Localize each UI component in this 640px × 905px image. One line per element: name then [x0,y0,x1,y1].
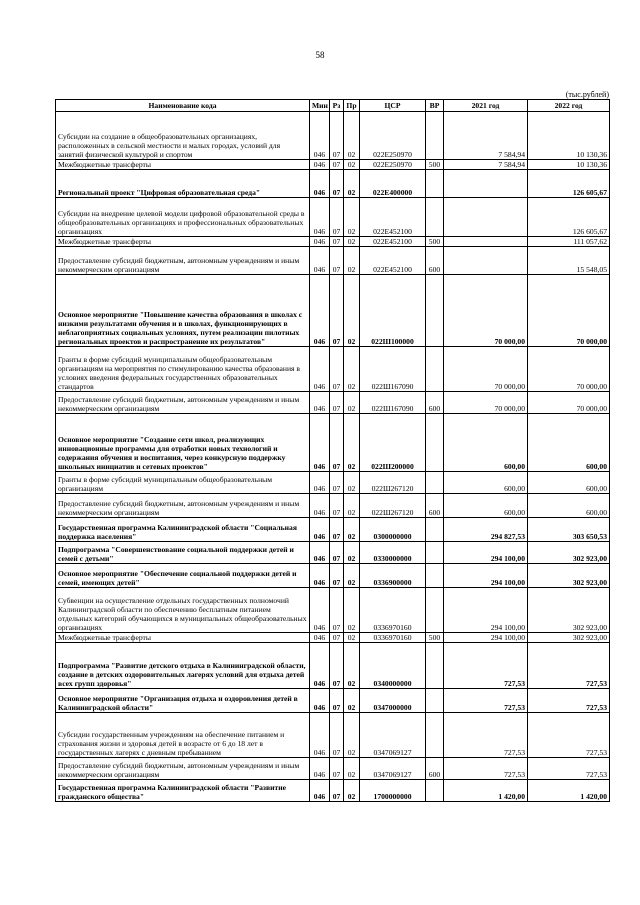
cell-csr: 0330000000 [360,542,426,564]
cell-min: 046 [310,392,330,414]
table-row [56,170,610,198]
cell-pr: 02 [344,392,360,414]
cell-2022: 10 130,36 [528,112,610,160]
cell-pr: 02 [344,633,360,643]
cell-2022: 111 057,62 [528,237,610,247]
cell-vr [426,713,444,758]
cell-csr: 022E452100 [360,237,426,247]
cell-rz: 07 [330,713,344,758]
cell-csr: 022Ш100000 [360,275,426,347]
cell-vr [426,588,444,633]
header-csr: ЦСР [360,100,426,112]
cell-vr [426,518,444,542]
cell-min: 046 [310,518,330,542]
cell-vr [426,275,444,347]
table-row [56,198,610,237]
header-rz: Рз [330,100,344,112]
cell-name: Межбюджетные трансферты [56,633,310,643]
cell-rz: 07 [330,472,344,494]
cell-min: 046 [310,247,330,275]
cell-pr: 02 [344,160,360,170]
cell-name: Основное мероприятие "Обеспечение социальной поддержки детей и семей, имеющих детей" [56,564,310,588]
header-2022: 2022 год [528,100,610,112]
cell-pr: 02 [344,588,360,633]
cell-name: Предоставление субсидий бюджетным, автономным учреждениям и иным некоммерческим организациям [56,758,310,780]
table-row [56,237,610,247]
cell-name: Субсидии на создание в общеобразовательных организациях, расположенных в сельской местности и малых городах, условий для занятий физической культурой и спортом [56,112,310,160]
cell-pr: 02 [344,275,360,347]
cell-name: Гранты в форме субсидий муниципальным общеобразовательным организациям [56,472,310,494]
table-row [56,588,610,633]
table-header-row [56,100,610,112]
cell-2021: 7 584,94 [444,160,528,170]
cell-csr: 022Ш167090 [360,347,426,392]
table-row [56,414,610,472]
cell-vr [426,112,444,160]
cell-min: 046 [310,160,330,170]
cell-min: 046 [310,588,330,633]
cell-name: Подпрограмма "Совершенствование социальной поддержки детей и семей с детьми" [56,542,310,564]
cell-2021 [444,170,528,198]
cell-csr: 0300000000 [360,518,426,542]
cell-min: 046 [310,564,330,588]
cell-2022: 727,53 [528,689,610,713]
cell-csr: 0347000000 [360,689,426,713]
cell-name: Межбюджетные трансферты [56,237,310,247]
cell-rz: 07 [330,170,344,198]
cell-csr: 022E250970 [360,160,426,170]
cell-pr: 02 [344,347,360,392]
cell-pr: 02 [344,494,360,518]
cell-2022: 600,00 [528,494,610,518]
header-min: Мин [310,100,330,112]
cell-rz: 07 [330,780,344,802]
cell-2022: 302 923,00 [528,588,610,633]
cell-name: Основное мероприятие "Создание сети школ, реализующих инновационные программы для отработки новых технологий и содержания обучения и воспитания, через конкурсную поддержку школьных инициатив и сетевых проектов" [56,414,310,472]
cell-min: 046 [310,472,330,494]
header-2021: 2021 год [444,100,528,112]
cell-2021: 727,53 [444,689,528,713]
cell-2021: 727,53 [444,643,528,689]
cell-2022: 727,53 [528,713,610,758]
cell-rz: 07 [330,237,344,247]
cell-rz: 07 [330,275,344,347]
cell-pr: 02 [344,518,360,542]
cell-rz: 07 [330,414,344,472]
cell-pr: 02 [344,472,360,494]
cell-min: 046 [310,347,330,392]
cell-2021 [444,247,528,275]
cell-2021 [444,237,528,247]
cell-name: Межбюджетные трансферты [56,160,310,170]
cell-2021: 294 100,00 [444,588,528,633]
table-body [56,112,610,802]
header-vr: ВР [426,100,444,112]
cell-rz: 07 [330,588,344,633]
cell-2021: 294 100,00 [444,633,528,643]
table-row [56,689,610,713]
cell-vr [426,689,444,713]
table-row [56,518,610,542]
cell-rz: 07 [330,518,344,542]
table-row [56,542,610,564]
cell-min: 046 [310,275,330,347]
cell-csr: 0340000000 [360,643,426,689]
cell-min: 046 [310,633,330,643]
table-row [56,112,610,160]
cell-2022: 600,00 [528,414,610,472]
cell-2021: 600,00 [444,472,528,494]
cell-rz: 07 [330,633,344,643]
table-row [56,247,610,275]
cell-vr: 500 [426,633,444,643]
cell-csr: 0336970160 [360,633,426,643]
cell-min: 046 [310,713,330,758]
units-label: (тыс.рублей) [565,90,609,99]
cell-2021: 600,00 [444,414,528,472]
cell-min: 046 [310,758,330,780]
cell-vr [426,347,444,392]
cell-pr: 02 [344,170,360,198]
header-pr: Пр [344,100,360,112]
table-row [56,392,610,414]
table-row [56,564,610,588]
cell-vr: 500 [426,160,444,170]
table-row [56,713,610,758]
cell-name: Субсидии на внедрение целевой модели цифровой образовательной среды в общеобразовательных организациях и профессиональных образовательных организациях [56,198,310,237]
cell-2021: 70 000,00 [444,275,528,347]
cell-csr: 022E452100 [360,247,426,275]
page-number: 58 [315,50,325,60]
cell-vr [426,643,444,689]
cell-name: Гранты в форме субсидий муниципальным общеобразовательным организациям на мероприятия по стимулированию качества образования в условиях введения федеральных государственных образовательных стандартов [56,347,310,392]
table-row [56,494,610,518]
cell-2022: 302 923,00 [528,564,610,588]
cell-min: 046 [310,643,330,689]
cell-2022: 600,00 [528,472,610,494]
cell-pr: 02 [344,112,360,160]
cell-2021: 1 420,00 [444,780,528,802]
cell-min: 046 [310,414,330,472]
cell-2022: 727,53 [528,643,610,689]
cell-rz: 07 [330,392,344,414]
cell-csr: 1700000000 [360,780,426,802]
cell-vr [426,542,444,564]
cell-vr: 600 [426,247,444,275]
cell-2022: 70 000,00 [528,392,610,414]
table-row [56,643,610,689]
cell-name: Предоставление субсидий бюджетным, автономным учреждениям и иным некоммерческим организациям [56,392,310,414]
cell-csr: 022E452100 [360,198,426,237]
budget-table [55,99,610,802]
cell-pr: 02 [344,643,360,689]
header-name: Наименование кода [56,100,310,112]
cell-pr: 02 [344,689,360,713]
cell-rz: 07 [330,542,344,564]
cell-min: 046 [310,689,330,713]
cell-csr: 0347069127 [360,758,426,780]
table-row [56,633,610,643]
cell-2022: 1 420,00 [528,780,610,802]
cell-2021 [444,198,528,237]
cell-rz: 07 [330,564,344,588]
cell-csr: 022Ш167090 [360,392,426,414]
cell-rz: 07 [330,643,344,689]
cell-2022: 126 605,67 [528,170,610,198]
cell-name: Региональный проект "Цифровая образовательная среда" [56,170,310,198]
cell-rz: 07 [330,347,344,392]
cell-2022: 15 548,05 [528,247,610,275]
cell-name: Субвенции на осуществление отдельных государственных полномочий Калининградской области по обеспечению бесплатным питанием отдельных категорий обучающихся в муниципальных общеобразовательных организациях [56,588,310,633]
table-row [56,472,610,494]
cell-pr: 02 [344,564,360,588]
cell-pr: 02 [344,198,360,237]
cell-vr [426,414,444,472]
cell-rz: 07 [330,758,344,780]
cell-name: Государственная программа Калининградской области "Развитие гражданского общества" [56,780,310,802]
cell-vr [426,472,444,494]
cell-pr: 02 [344,542,360,564]
table-row [56,160,610,170]
cell-pr: 02 [344,758,360,780]
table-row [56,758,610,780]
cell-rz: 07 [330,689,344,713]
cell-rz: 07 [330,494,344,518]
cell-2022: 302 923,00 [528,542,610,564]
cell-pr: 02 [344,713,360,758]
cell-vr [426,198,444,237]
cell-2021: 727,53 [444,713,528,758]
cell-pr: 02 [344,247,360,275]
cell-vr: 600 [426,494,444,518]
cell-min: 046 [310,170,330,198]
cell-pr: 02 [344,237,360,247]
cell-csr: 022Ш267120 [360,494,426,518]
cell-2022: 126 605,67 [528,198,610,237]
table-row [56,275,610,347]
cell-2022: 302 923,00 [528,633,610,643]
cell-name: Предоставление субсидий бюджетным, автономным учреждениям и иным некоммерческим организациям [56,494,310,518]
cell-vr [426,780,444,802]
cell-pr: 02 [344,414,360,472]
cell-rz: 07 [330,112,344,160]
cell-vr [426,170,444,198]
cell-csr: 022E400000 [360,170,426,198]
cell-2022: 10 130,36 [528,160,610,170]
cell-2022: 727,53 [528,758,610,780]
cell-csr: 0336970160 [360,588,426,633]
cell-pr: 02 [344,780,360,802]
table-row [56,780,610,802]
cell-name: Государственная программа Калининградской области "Социальная поддержка населения" [56,518,310,542]
cell-rz: 07 [330,247,344,275]
cell-2022: 70 000,00 [528,275,610,347]
cell-2021: 600,00 [444,494,528,518]
cell-min: 046 [310,780,330,802]
cell-2021: 294 100,00 [444,542,528,564]
cell-min: 046 [310,494,330,518]
cell-vr: 600 [426,758,444,780]
cell-name: Подпрограмма "Развитие детского отдыха в Калининградской области, создание в детских оздоровительных лагерях условий для отдыха детей всех групп здоровья" [56,643,310,689]
cell-csr: 0347069127 [360,713,426,758]
cell-min: 046 [310,198,330,237]
cell-name: Основное мероприятие "Организация отдыха и оздоровления детей в Калининградской области" [56,689,310,713]
cell-csr: 022E250970 [360,112,426,160]
cell-min: 046 [310,112,330,160]
cell-2022: 303 650,53 [528,518,610,542]
cell-csr: 0336900000 [360,564,426,588]
cell-csr: 022Ш267120 [360,472,426,494]
cell-2021: 70 000,00 [444,392,528,414]
cell-vr [426,564,444,588]
cell-vr: 600 [426,392,444,414]
cell-2022: 70 000,00 [528,347,610,392]
cell-min: 046 [310,237,330,247]
cell-2021: 294 100,00 [444,564,528,588]
table-row [56,347,610,392]
cell-2021: 70 000,00 [444,347,528,392]
cell-rz: 07 [330,160,344,170]
cell-name: Субсидии государственным учреждениям на обеспечение питанием и страхования жизни и здоровья детей в возрасте от 6 до 18 лет в государственных лагерях с дневным пребыванием [56,713,310,758]
cell-vr: 500 [426,237,444,247]
cell-rz: 07 [330,198,344,237]
cell-2021: 727,53 [444,758,528,780]
cell-2021: 7 584,94 [444,112,528,160]
cell-csr: 022Ш200000 [360,414,426,472]
cell-name: Предоставление субсидий бюджетным, автономным учреждениям и иным некоммерческим организациям [56,247,310,275]
cell-min: 046 [310,542,330,564]
cell-name: Основное мероприятие "Повышение качества образования в школах с низкими результатами обучения и в школах, функционирующих в неблагоприятных социальных условиях, путем реализации пилотных региональных проектов и распространение их результатов" [56,275,310,347]
cell-2021: 294 827,53 [444,518,528,542]
